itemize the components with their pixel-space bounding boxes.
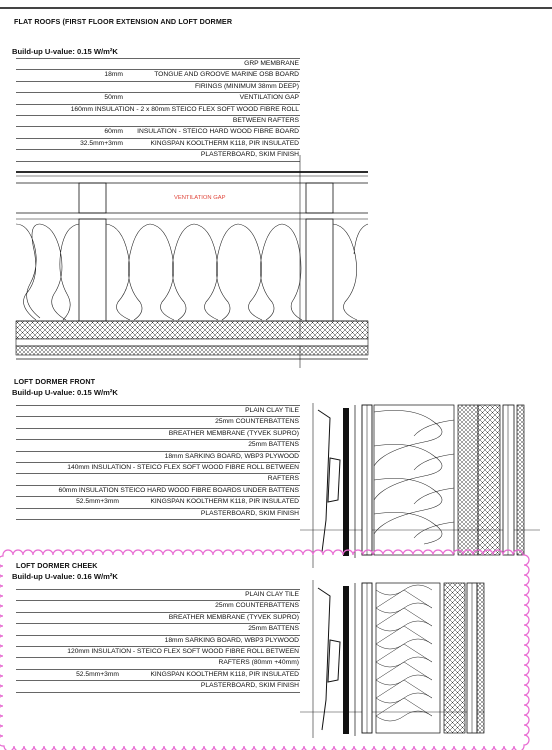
layer-row bbox=[16, 417, 300, 428]
layer-row bbox=[16, 601, 300, 612]
layer-description: 120mm INSULATION - STEICO FLEX SOFT WOOD FIBRE ROLL BETWEEN bbox=[67, 647, 299, 655]
layer-row bbox=[16, 474, 300, 485]
dormer-cheek-layer-list bbox=[16, 589, 300, 693]
layer-description: KINGSPAN KOOLTHERM K118, PIR INSULATED bbox=[150, 139, 299, 147]
layer-description: PLASTERBOARD, SKIM FINISH bbox=[200, 682, 299, 690]
layer-row bbox=[16, 647, 300, 658]
layer-description: 160mm INSULATION - 2 x 80mm STEICO FLEX SOFT WOOD FIBRE ROLL bbox=[70, 105, 299, 113]
dormer-front-title: LOFT DORMER FRONT bbox=[14, 377, 96, 386]
layer-description: 18mm SARKING BOARD, WBP3 PLYWOOD bbox=[164, 452, 299, 460]
layer-thickness: 50mm bbox=[104, 94, 123, 102]
dormer-front-u-value: Build-up U-value: 0.15 W/m²K bbox=[12, 388, 118, 397]
layer-description: RAFTERS bbox=[267, 475, 299, 483]
layer-description: KINGSPAN KOOLTHERM K118, PIR INSULATED bbox=[150, 670, 299, 678]
layer-row bbox=[16, 613, 300, 624]
layer-description: PLASTERBOARD, SKIM FINISH bbox=[200, 151, 299, 159]
layer-row bbox=[16, 658, 300, 669]
layer-row bbox=[16, 636, 300, 647]
dormer-cheek-title: LOFT DORMER CHEEK bbox=[16, 561, 98, 570]
layer-row bbox=[16, 681, 300, 692]
dormer-cheek-section bbox=[300, 580, 484, 738]
dormer-cheek-u-value: Build-up U-value: 0.16 W/m²K bbox=[12, 572, 118, 581]
layer-row bbox=[16, 452, 300, 463]
layer-description: GRP MEMBRANE bbox=[244, 60, 299, 67]
layer-row bbox=[16, 429, 300, 440]
layer-row bbox=[16, 440, 300, 451]
layer-description: PLAIN CLAY TILE bbox=[245, 407, 299, 414]
layer-row bbox=[16, 624, 300, 635]
layer-description: BREATHER MEMBRANE (TYVEK SUPRO) bbox=[168, 429, 299, 437]
dormer-front-section bbox=[300, 403, 540, 568]
layer-row bbox=[16, 509, 300, 520]
layer-description: 25mm BATTENS bbox=[248, 625, 299, 633]
layer-description: RAFTERS (80mm +40mm) bbox=[218, 659, 299, 667]
layer-thickness: 18mm bbox=[104, 71, 123, 79]
flat-roof-title: FLAT ROOFS (FIRST FLOOR EXTENSION AND LOFT DORMER bbox=[14, 17, 233, 26]
layer-row bbox=[16, 486, 300, 497]
dormer-front-layer-list bbox=[16, 405, 300, 520]
layer-row bbox=[16, 463, 300, 474]
layer-description: BETWEEN RAFTERS bbox=[232, 116, 299, 124]
layer-description: 60mm INSULATION STEICO HARD WOOD FIBRE BOARDS UNDER BATTENS bbox=[58, 486, 299, 494]
layer-description: FIRINGS (MINIMUM 38mm DEEP) bbox=[194, 82, 299, 90]
layer-row bbox=[16, 405, 300, 417]
layer-description: 140mm INSULATION - STEICO FLEX SOFT WOOD FIBRE ROLL BETWEEN bbox=[67, 463, 299, 471]
layer-description: TONGUE AND GROOVE MARINE OSB BOARD bbox=[154, 71, 299, 79]
layer-description: 25mm BATTENS bbox=[248, 441, 299, 449]
layer-description: VENTILATION GAP bbox=[239, 94, 299, 102]
layer-thickness: 52.5mm+3mm bbox=[76, 670, 119, 678]
flat-roof-section bbox=[16, 155, 368, 368]
layer-row bbox=[16, 589, 300, 601]
layer-description: KINGSPAN KOOLTHERM K118, PIR INSULATED bbox=[150, 498, 299, 506]
layer-thickness: 52.5mm+3mm bbox=[76, 498, 119, 506]
layer-description: 25mm COUNTERBATTENS bbox=[215, 418, 299, 426]
flat-roof-u-value: Build-up U-value: 0.15 W/m²K bbox=[12, 47, 118, 56]
layer-thickness: 60mm bbox=[104, 128, 123, 136]
layer-description: PLASTERBOARD, SKIM FINISH bbox=[200, 509, 299, 517]
layer-row bbox=[16, 497, 300, 508]
layer-description: 18mm SARKING BOARD, WBP3 PLYWOOD bbox=[164, 636, 299, 644]
layer-description: INSULATION - STEICO HARD WOOD FIBRE BOARD bbox=[137, 128, 299, 136]
ventilation-gap-label: VENTILATION GAP bbox=[174, 195, 226, 201]
layer-thickness: 32.5mm+3mm bbox=[80, 139, 123, 147]
layer-description: 25mm COUNTERBATTENS bbox=[215, 602, 299, 610]
layer-row bbox=[16, 670, 300, 681]
layer-description: BREATHER MEMBRANE (TYVEK SUPRO) bbox=[168, 613, 299, 621]
layer-description: PLAIN CLAY TILE bbox=[245, 591, 299, 598]
